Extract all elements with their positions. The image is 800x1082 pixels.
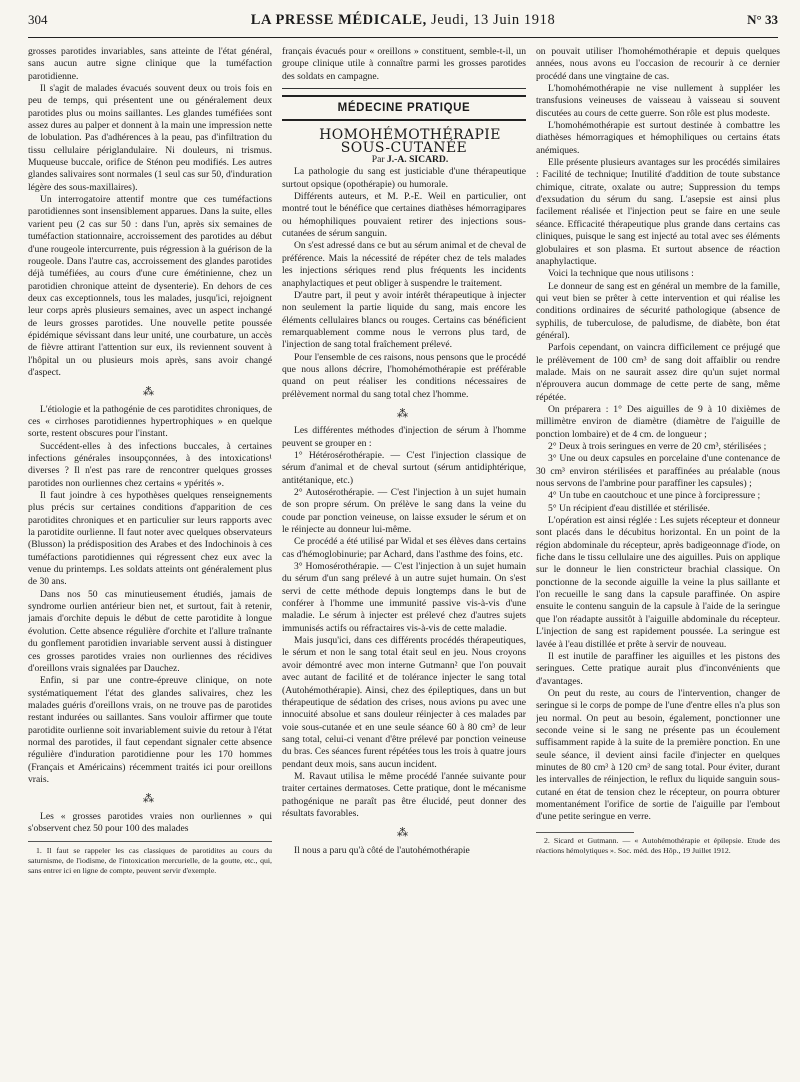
paragraph: Voici la technique que nous utilisons : <box>548 268 694 280</box>
paragraph: L'homohémothérapie est surtout destinée à combattre les diathèses hémorragiques et hémophiliques ou certains états anémiques. <box>536 120 780 156</box>
journal-name: LA PRESSE MÉDICALE, <box>250 12 427 28</box>
text-columns <box>28 46 778 1076</box>
section-divider-stars: ⁂ <box>143 793 157 806</box>
list-item: 4° Un tube en caoutchouc et une pince à forcipressure ; <box>548 490 761 502</box>
paragraph: on pouvait utiliser l'homohémothérapie et depuis quelques années, nous avons eu l'occasion de recourir à ce dernier procédé dans une vingtaine de cas. <box>536 46 780 82</box>
article-title: HOMOHÉMOTHÉRAPIE SOUS-CUTANÉE <box>319 127 501 156</box>
paragraph: Mais jusqu'ici, dans ces différents procédés thérapeutiques, le sérum et non le sang total était seul en jeu. Nous croyons avoir démontré avec mon interne Gutmann² que l'on pouvait avec autant de facilité et de tolérance injecter le sang total (Autohémothérapie). Ainsi, chez des épileptiques, dans un but thérapeutique de sédation des crises, nous avions pu avec une innocuité absolue et sans douleur réinjecter à ces malades par voie sous-cutanée et en une seule séance 60 à 80 cm³ de leur sang total, celui-ci venant d'être prélevé par ponction veineuse du bras. Ces séances furent répétées tous les trois à quatre jours pendant deux mois, sans aucun incident. <box>282 635 526 770</box>
list-item: On préparera : 1° Des aiguilles de 9 à 10 dixièmes de millimètre environ de diamètre (diamètre de l'aiguille de ponction lombaire) et de 4 cm. de longueur ; <box>536 403 780 440</box>
paragraph: Les « grosses parotides vraies non ourliennes » qui s'observent chez 50 pour 100 des malades <box>28 810 272 834</box>
paragraph: Succédent-elles à des infections buccales, à certaines infections générales insoupçonnées, à des intoxications¹ diverses ? Il n'est pas rare de rencontrer quelques grosses parotides non ourliennes chez certains « ypérités ». <box>28 440 272 489</box>
column-middle <box>282 46 526 1076</box>
paragraph: français évacués pour « oreillons » constituent, semble-t-il, un groupe clinique utile à connaître parmi les grosses parotides des soldats en campagne. <box>282 46 526 82</box>
list-item: 5° Un récipient d'eau distillée et stérilisée. <box>548 502 710 514</box>
list-item: 2° Autosérothérapie. — C'est l'injection à un sujet humain de son propre sérum. On prélève le sang dans la veine du coude par ponction veineuse, on laisse exsuder le sérum et on le réinjecte au donneur lui-même. <box>282 487 526 536</box>
paragraph: Les différentes méthodes d'injection de sérum à l'homme peuvent se grouper en : <box>282 425 526 449</box>
paragraph: On peut du reste, au cours de l'intervention, changer de seringue si le corps de pompe de l'une d'entre elles n'a plus son jeu normal. On peut au besoin, également, ponctionner une seconde veine si le sang ne présente pas un écoulement suffisamment rapide à la suite de la première ponction. En une seule séance, il devient ainsi facile d'injecter en quelques minutes de 80 cm³ à 120 cm³ de sang total. Pour éviter, durant les intervalles de réinjection, le reflux du liquide sanguin sous-cutané en état de tension chez le récepteur, on pourra obturer momentanément l'orifice de sortie de l'aiguille par l'embout d'une petite seringue en verre. <box>536 687 780 823</box>
footnote: 2. Sicard et Gutmann. — « Autohémothérapie et épilepsie. Etude des réactions hémolytiques ». Soc. méd. des Hôp., 19 Juillet 1912. <box>536 835 780 855</box>
paragraph: L'étiologie et la pathogénie de ces parotidites chroniques, de ces « cirrhoses parotidiennes hypertrophiques » en quelque sorte, restent obscures pour l'instant. <box>28 403 272 440</box>
list-item: 3° Une ou deux capsules en porcelaine d'une contenance de 30 cm³ environ stérilisées et paraffinées au préalable (nous nous servons de l'ambrine pour paraffiner les capsules) ; <box>536 453 780 490</box>
section-divider-stars: ⁂ <box>397 827 411 840</box>
divider <box>282 88 526 89</box>
paragraph: Il est inutile de paraffiner les aiguilles et les pistons des seringues. Cette pratique aurait plus d'inconvénients que d'avantages. <box>536 650 780 687</box>
paragraph: Parfois cependant, on vaincra difficilement ce préjugé que le prélèvement de 100 cm³ de sang doit affaiblir ou rendre malade. Mais on ne saurait assez dire qu'un sujet normal n'éprouvera aucun dommage de cette perte de sang, même répétée. <box>536 342 780 403</box>
footnote-rule <box>536 832 634 833</box>
paragraph: Il s'agit de malades évacués souvent deux ou trois fois en peu de temps, qui présentent une ou généralement deux parotides plus ou moins saillantes. Les glandes tuméfiées sont assez dures au palper et donnent à la main une impression nette de lobulation. Pas d'adhérences à la peau, pas d'infiltration du tissu cellulaire périglandulaire. Ni douleurs, ni trismus. Muqueuse buccale, orifice de Sténon peu modifiés. Les autres glandes salivaires sont normales (1 seul cas sur 50, d'induration légère des sous-maxillaires). <box>28 83 272 193</box>
paragraph: On s'est adressé dans ce but au sérum animal et de cheval de préférence. Mais la nécessité de répéter chez de tels malades les injections sériques rend plus fréquents les incidents anaphylactiques et peut obliger à suspendre le traitement. <box>282 240 526 289</box>
column-right <box>536 46 780 1076</box>
paragraph: L'opération est ainsi réglée : Les sujets récepteur et donneur sont placés dans le décubitus horizontal. En un point de la région abdominale du récepteur, après badigeonnage d'iode, on fiche dans le tissu cellulaire une des aiguilles. Puis on applique sur le donneur le lien constricteur brachial classique. On ponctionne de la seconde aiguille la veine la plus saillante et l'on recueille le sang dans la capsule paraffinée. On aspire ensuite le contenu sanguin de la capsule à l'aide de la seringue que l'on réadapte aussitôt à l'aiguille abdominale du récepteur. L'injection de sang est rapidement poussée. La seringue est lavée à l'eau distillée et prête à servir de nouveau. <box>536 515 780 650</box>
paragraph: Elle présente plusieurs avantages sur les procédés similaires : Facilité de technique; Inutilité d'addition de toute substance chimique, citrate, oxalate ou autre; Suppression du temps d'exsudation du sérum du sang. L'asepsie est ainsi plus facilement réalisée et l'injection peut se faire en une seule séance. Efficacité thérapeutique plus grande dans certains cas cliniques, puisque le sang est injecté au total avec ses éléments globulaires et son plasma. Et surtout absence de réaction anaphylactique. <box>536 157 780 267</box>
page-header <box>28 12 778 38</box>
paragraph: Il nous a paru qu'à côté de l'autohémothérapie <box>294 844 470 856</box>
section-divider-stars: ⁂ <box>397 407 411 420</box>
journal-title <box>251 12 556 29</box>
paragraph: Enfin, si par une contre-épreuve clinique, on note systématiquement l'état des glandes salivaires, chez les malades guéris d'oreillons vrais, on ne trouve pas de parotides restant indurées ou saillantes. Sans vouloir affirmer que toute parotidite ourlienne soit invariablement suivie du retour à l'état normal des parotides, il faut cependant signaler cette absence régulière d'induration parotidienne pour les 170 hommes (Français et Américains) récemment traités ici pour oreillons vrais. <box>28 675 272 785</box>
paragraph: grosses parotides invariables, sans atteinte de l'état général, sans aucun autre signe clinique que la tuméfaction parotidienne. <box>28 46 272 82</box>
paragraph: D'autre part, il peut y avoir intérêt thérapeutique à injecter non seulement la partie liquide du sang, mais encore les éléments cellulaires blancs ou rouges. Certains cas bénéficient remarquablement comme nous le verrons plus tard, de l'injection de sang total fraîchement prélevé. <box>282 289 526 351</box>
column-left <box>28 46 272 1076</box>
issue-number: N° 33 <box>747 12 778 27</box>
paragraph: Un interrogatoire attentif montre que ces tuméfactions parotidiennes sont insensiblement apparues. Dans la suite, elles varient peu (2 cas sur 50 : dans l'un, après six semaines de tuméfaction stationnaire, accroissement des parotides au début d'une rougeole intercurrente, puis régression à la guérison de la rougeole. Dans l'autre cas, accroissement des glandes parotides déjà tuméfiées, au cours d'une cure émétinienne, chez un parotidien chronique atteint de dysenterie). En dehors de ces deux cas exceptionnels, tous les malades, jusqu'ici, rejoignent leur corps après plusieurs semaines, avec un aspect inchangé de leurs grosses parotides. Une nouvelle petite poussée épidémique sévissant dans leur unité, une courbature, un accès de fièvre attirant l'attention sur eux, ils reviennent souvent à l'hôpital un ou plusieurs mois après, sans avoir changé d'aspect. <box>28 194 272 378</box>
paragraph: Pour l'ensemble de ces raisons, nous pensons que le procédé que nous allons décrire, l'homohémothérapie est préférable quand on peut réaliser les conditions nécessaires de prélèvement normal du sang total chez l'homme. <box>282 351 526 400</box>
author-name: J.-A. SICARD. <box>386 154 449 166</box>
paragraph: L'homohémothérapie ne vise nullement à suppléer les transfusions veineuses de vaisseau à vaisseau si souvent discutées au cours de cette guerre. Son rôle est plus modeste. <box>536 83 780 119</box>
list-item: 1° Hétérosérothérapie. — C'est l'injection classique de sérum d'animal et de cheval surtout (sérum antidiphtérique, antitétanique, etc.) <box>282 449 526 486</box>
paragraph: M. Ravaut utilisa le même procédé l'année suivante pour traiter certaines dermatoses. Cette pratique, dont le mécanisme pathogénique ne paraît pas être élucidé, peut donner des résultats favorables. <box>282 770 526 819</box>
section-divider-stars: ⁂ <box>143 386 157 399</box>
paragraph: La pathologie du sang est justiciable d'une thérapeutique surtout opsique (opothérapie) ou humorale. <box>282 166 526 190</box>
paragraph: Différents auteurs, et M. P.-E. Weil en particulier, ont montré tout le bénéfice que certaines diathèses hémorragipares ou hémophiliques pouvaient retirer des injections sous-cutanées de sérum sanguin. <box>282 191 526 240</box>
paragraph: Dans nos 50 cas minutieusement étudiés, jamais de syndrome ourlien antérieur bien net, et surtout, fait à retenir, jamais d'orchite depuis le début de cette parotidite à longue évolution. Cette absence régulière d'orchite et l'allure traînante du gonflement parotidien invariable servent aussi à distinguer ces grosses parotides vraies non ourliennes des récidives d'oreillons vrais signalées par Dauchez. <box>28 588 272 674</box>
paragraph: Ce procédé a été utilisé par Widal et ses élèves dans certains cas d'hémoglobinurie; par Achard, dans l'asthme des foins, etc. <box>282 536 526 560</box>
list-item: 3° Homosérothérapie. — C'est l'injection à un sujet humain du sérum d'un sang prélevé à un autre sujet humain. On s'est servi de cette méthode depuis longtemps dans le but de conférer à l'homme une immunité passive vis-à-vis d'une maladie. Le sérum à injecter est prélevé chez d'autres sujets immunisés actifs ou réfractaires vis-à-vis de cette maladie. <box>282 561 526 634</box>
byline-par: Par <box>371 154 385 166</box>
footnote: 1. Il faut se rappeler les cas classiques de parotidites au cours du saturnisme, de l'iodisme, de l'intoxication mercurielle, de la goutte, etc., qui, sans entrer ici en ligne de compte, peuvent servir d'exemple. <box>28 841 272 876</box>
paragraph: Le donneur de sang est en général un membre de la famille, qui veut bien se prêter à cette intervention et qui réalise les conditions ordinaires de sécurité pathologique (absence de syphilis, de tuberculose, de paludisme, de diabète, bon état général). <box>536 280 780 341</box>
issue-date: Jeudi, 13 Juin 1918 <box>431 12 556 28</box>
paragraph: Il faut joindre à ces hypothèses quelques renseignements plus précis sur certaines conditions d'apparition de ces parotidites chroniques et en particulier sur leurs rapports avec la parotidite ourlienne. Il faut noter avec quelques observateurs (Blusson) la prédisposition des Arabes et des Indochinois à ces tuméfactions parotidiennes qui régressent chez eux avec la venue du printemps. Les soldats atteints ont généralement plus de 30 ans. <box>28 490 272 588</box>
article-byline <box>282 154 526 166</box>
list-item: 2° Deux à trois seringues en verre de 20 cm³, stérilisées ; <box>548 441 767 452</box>
section-heading: MÉDECINE PRATIQUE <box>282 95 526 121</box>
page-number: 304 <box>28 12 48 27</box>
